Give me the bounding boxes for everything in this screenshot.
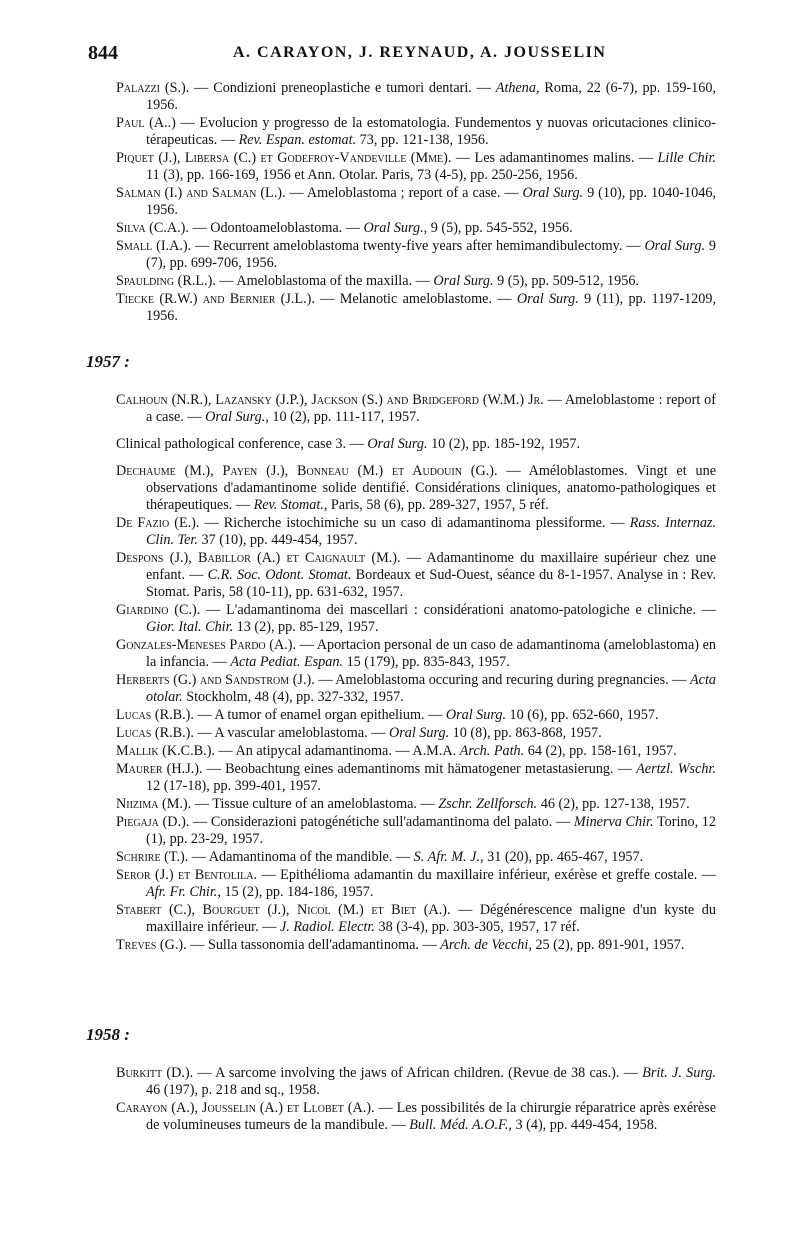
- reference-title: — Considerazioni patogénétiche sull'adamantinoma del palato. —: [189, 814, 574, 830]
- reference-title: — A vascular ameloblastoma. —: [193, 725, 389, 741]
- reference-authors: Small (I.A.).: [116, 238, 192, 254]
- reference-journal: Oral Surg.: [644, 238, 705, 254]
- reference-title: — Les possibilités de la chirurgie réparatrice après exérèse de volumineuses tumeurs de la mandibule. —: [146, 1100, 716, 1133]
- reference-entry: [116, 238, 716, 272]
- bibliography-1958: [116, 1065, 716, 1135]
- reference-authors: Silva (C.A.).: [116, 220, 189, 236]
- reference-title: — Odontoameloblastoma. —: [188, 220, 364, 236]
- reference-details: 46 (197), p. 218 and sq., 1958.: [146, 1082, 320, 1098]
- reference-journal: Bull. Méd. A.O.F.,: [409, 1117, 512, 1133]
- reference-authors: Herberts (G.) and Sandstrom (J.).: [116, 672, 315, 688]
- reference-entry: [116, 273, 716, 290]
- reference-details: 12 (17-18), pp. 399-401, 1957.: [146, 778, 321, 794]
- reference-entry: [116, 115, 716, 149]
- reference-authors: Treves (G.).: [116, 937, 187, 953]
- reference-journal: Gior. Ital. Chir.: [146, 619, 234, 635]
- reference-journal: Aertzl. Wschr.: [636, 761, 716, 777]
- reference-journal: Rev. Stomat.,: [253, 497, 328, 513]
- reference-entry: [116, 291, 716, 325]
- reference-title: — Les adamantinomes malins. —: [451, 150, 658, 166]
- reference-journal: S. Afr. M. J.,: [413, 849, 484, 865]
- reference-details: 3 (4), pp. 449-454, 1958.: [511, 1117, 658, 1133]
- reference-details: 11 (3), pp. 166-169, 1956 et Ann. Otolar. Paris, 73 (4-5), pp. 250-256, 1956.: [146, 167, 578, 183]
- reference-title: — L'adamantinoma dei mascellari : considérationi anatomo-patologiche e cliniche. —: [200, 602, 717, 618]
- reference-details: Roma, 22 (6-7), pp. 159-160, 1956.: [146, 80, 716, 113]
- reference-entry: [116, 725, 716, 742]
- reference-authors: Lucas (R.B.).: [116, 725, 194, 741]
- reference-details: 15 (2), pp. 184-186, 1957.: [220, 884, 374, 900]
- reference-authors: Paul (A..): [116, 115, 176, 131]
- reference-journal: Rev. Espan. estomat.: [238, 132, 357, 148]
- reference-details: Stockholm, 48 (4), pp. 327-332, 1957.: [182, 689, 404, 705]
- reference-title: — Ameloblastoma of the maxilla. —: [215, 273, 434, 289]
- reference-journal: Athena,: [495, 80, 540, 96]
- reference-details: 37 (10), pp. 449-454, 1957.: [197, 532, 358, 548]
- reference-authors: Seror (J.) et Bentolila.: [116, 867, 258, 883]
- reference-entry: [116, 515, 716, 549]
- reference-entry: [116, 392, 716, 426]
- reference-journal: Afr. Fr. Chir.,: [146, 884, 221, 900]
- reference-title: — Ameloblastoma occuring and recuring during pregnancies. —: [314, 672, 690, 688]
- reference-authors: Calhoun (N.R.), Lazansky (J.P.), Jackson (S.) and Bridgeford (W.M.) Jr.: [116, 392, 544, 408]
- reference-entry: [116, 436, 716, 453]
- reference-journal: Oral Surg.: [522, 185, 584, 201]
- reference-title: — Sulla tassonomia dell'adamantinoma. —: [186, 937, 441, 953]
- reference-authors: Carayon (A.), Jousselin (A.) et Llobet (A.).: [116, 1100, 375, 1116]
- reference-details: 10 (2), pp. 111-117, 1957.: [268, 409, 420, 425]
- reference-details: 73, pp. 121-138, 1956.: [356, 132, 489, 148]
- reference-details: 31 (20), pp. 465-467, 1957.: [483, 849, 644, 865]
- page-header: [88, 42, 708, 72]
- reference-entry: [116, 743, 716, 760]
- reference-title: — Beobachtung eines ademantinoms mit hämatogener metastasierung. —: [202, 761, 637, 777]
- reference-title: — An atipycal adamantinoma. — A.M.A.: [214, 743, 460, 759]
- reference-details: 9 (10), pp. 1040-1046, 1956.: [146, 185, 716, 218]
- reference-entry: [116, 602, 716, 636]
- reference-journal: Minerva Chir.: [573, 814, 654, 830]
- reference-entry: [116, 672, 716, 706]
- reference-details: Torino, 12 (1), pp. 23-29, 1957.: [146, 814, 716, 847]
- reference-authors: Giardino (C.).: [116, 602, 201, 618]
- reference-details: 15 (179), pp. 835-843, 1957.: [343, 654, 510, 670]
- reference-title: — Adamantinome du maxillaire supérieur chez une enfant. —: [146, 550, 717, 583]
- reference-entry: [116, 937, 716, 954]
- reference-journal: Oral Surg.: [445, 707, 506, 723]
- reference-authors: Salman (I.) and Salman (L.).: [116, 185, 286, 201]
- reference-authors: Tiecke (R.W.) and Bernier (J.L.).: [116, 291, 315, 307]
- reference-details: 46 (2), pp. 127-138, 1957.: [537, 796, 690, 812]
- reference-title: — Ameloblastoma ; report of a case. —: [285, 185, 523, 201]
- reference-authors: Piegaja (D.).: [116, 814, 190, 830]
- reference-authors: Dechaume (M.), Payen (J.), Bonneau (M.) et Audouin (G.).: [116, 463, 498, 479]
- reference-title: — Adamantinoma of the mandible. —: [188, 849, 414, 865]
- reference-details: 64 (2), pp. 158-161, 1957.: [524, 743, 677, 759]
- reference-journal: Rass. Internaz. Clin. Ter.: [146, 515, 716, 548]
- reference-journal: Lille Chir.: [657, 150, 716, 166]
- reference-journal: Oral Surg.: [516, 291, 579, 307]
- reference-entry: [116, 463, 716, 514]
- bibliography-1956-continued: [116, 80, 716, 326]
- reference-journal: Zschr. Zellforsch.: [438, 796, 538, 812]
- reference-authors: Palazzi (S.).: [116, 80, 190, 96]
- reference-journal: Oral Surg.: [367, 436, 428, 452]
- reference-journal: Oral Surg.: [388, 725, 450, 741]
- year-heading-1957: 1957 :: [86, 352, 130, 371]
- reference-journal: Oral Surg.: [433, 273, 494, 289]
- reference-entry: [116, 814, 716, 848]
- reference-entry: [116, 867, 716, 901]
- reference-title: — Richerche istochimiche su un caso di adamantinoma plessiforme. —: [199, 515, 630, 531]
- reference-title: — Tissue culture of an ameloblastoma. —: [191, 796, 439, 812]
- reference-authors: Piquet (J.), Libersa (C.) et Godefroy-Vandeville (Mme).: [116, 150, 452, 166]
- bibliography-1957: [116, 392, 716, 955]
- reference-journal: Oral Surg.,: [363, 220, 428, 236]
- reference-title: — A sarcome involving the jaws of African children. (Revue de 38 cas.). —: [193, 1065, 643, 1081]
- reference-entry: [116, 1100, 716, 1134]
- reference-authors: Despons (J.), Babillor (A.) et Caignault (M.).: [116, 550, 401, 566]
- reference-authors: Burkitt (D.).: [116, 1065, 194, 1081]
- reference-journal: Acta Pediat. Espan.: [230, 654, 344, 670]
- reference-details: 38 (3-4), pp. 303-305, 1957, 17 réf.: [374, 919, 580, 935]
- reference-journal: J. Radiol. Electr.: [279, 919, 375, 935]
- reference-authors: Gonzales-Meneses Pardo (A.).: [116, 637, 297, 653]
- reference-entry: [116, 1065, 716, 1099]
- reference-authors: Schrire (T.).: [116, 849, 189, 865]
- reference-details: 9 (5), pp. 509-512, 1956.: [493, 273, 639, 289]
- year-heading-1958: 1958 :: [86, 1025, 130, 1044]
- reference-entry: [116, 761, 716, 795]
- reference-entry: [116, 849, 716, 866]
- reference-entry: [116, 220, 716, 237]
- reference-details: 10 (6), pp. 652-660, 1957.: [506, 707, 659, 723]
- reference-details: Bordeaux et Sud-Ouest, séance du 8-1-1957. Analyse in : Rev. Stomat. Paris, 58 (10-11), pp. 631-632, 1957.: [146, 567, 717, 600]
- running-title: A. CARAYON, J. REYNAUD, A. JOUSSELIN: [233, 44, 607, 61]
- reference-entry: [116, 550, 716, 601]
- reference-details: 9 (7), pp. 699-706, 1956.: [146, 238, 717, 271]
- reference-title: — Aportacion personal de un caso de adamantinoma (ameloblastoma) en la infancia. —: [146, 637, 717, 670]
- reference-details: 10 (2), pp. 185-192, 1957.: [427, 436, 581, 452]
- reference-authors: Spaulding (R.L.).: [116, 273, 216, 289]
- reference-journal: Oral Surg.,: [205, 409, 269, 425]
- reference-title: — Ameloblastome : report of a case. —: [146, 392, 716, 425]
- reference-entry: [116, 902, 716, 936]
- reference-authors: Maurer (H.J.).: [116, 761, 203, 777]
- reference-entry: [116, 637, 716, 671]
- reference-details: 25 (2), pp. 891-901, 1957.: [531, 937, 685, 953]
- reference-title: — Melanotic ameloblastome. —: [314, 291, 517, 307]
- reference-details: 9 (11), pp. 1197-1209, 1956.: [146, 291, 717, 324]
- reference-authors: Mallik (K.C.B.).: [116, 743, 215, 759]
- reference-entry: [116, 796, 716, 813]
- page-number: 844: [88, 42, 118, 64]
- reference-title: — Condizioni preneoplastiche e tumori dentari. —: [189, 80, 496, 96]
- reference-title: — Dégénérescence maligne d'un kyste du maxillaire inférieur. —: [146, 902, 716, 935]
- reference-entry: [116, 80, 716, 114]
- reference-details: 9 (5), pp. 545-552, 1956.: [427, 220, 573, 236]
- reference-authors: Niizima (M.).: [116, 796, 192, 812]
- reference-journal: C.R. Soc. Odont. Stomat.: [207, 567, 352, 583]
- reference-authors: Stabert (C.), Bourguet (J.), Nicol (M.) et Biet (A.).: [116, 902, 451, 918]
- reference-details: Paris, 58 (6), pp. 289-327, 1957, 5 réf.: [327, 497, 549, 513]
- reference-entry: [116, 150, 716, 184]
- reference-title: — Evolucion y progresso de la estomatologia. Fundementos y nuovas oricutaciones clinico-térapeuticas. —: [146, 115, 716, 148]
- reference-authors: De Fazio (E.).: [116, 515, 200, 531]
- reference-authors: Lucas (R.B.).: [116, 707, 194, 723]
- reference-title: — Epithélioma adamantin du maxillaire inférieur, exérèse et greffe costale. —: [257, 867, 716, 883]
- reference-title: — A tumor of enamel organ epithelium. —: [193, 707, 446, 723]
- reference-title: — Améloblastomes. Vingt et une observations d'adamantinome solide dentifié. Considérations cliniques, anatomo-pathologiques et thérapeutiques. —: [146, 463, 716, 513]
- reference-title: Clinical pathological conference, case 3. —: [116, 436, 368, 452]
- reference-title: — Recurrent ameloblastoma twenty-five years after hemimandibulectomy. —: [191, 238, 645, 254]
- reference-journal: Acta otolar.: [146, 672, 716, 705]
- reference-journal: Arch. Path.: [459, 743, 525, 759]
- reference-details: 10 (8), pp. 863-868, 1957.: [449, 725, 602, 741]
- reference-journal: Brit. J. Surg.: [642, 1065, 716, 1081]
- reference-details: 13 (2), pp. 85-129, 1957.: [233, 619, 379, 635]
- reference-entry: [116, 707, 716, 724]
- reference-journal: Arch. de Vecchi,: [440, 937, 532, 953]
- reference-entry: [116, 185, 716, 219]
